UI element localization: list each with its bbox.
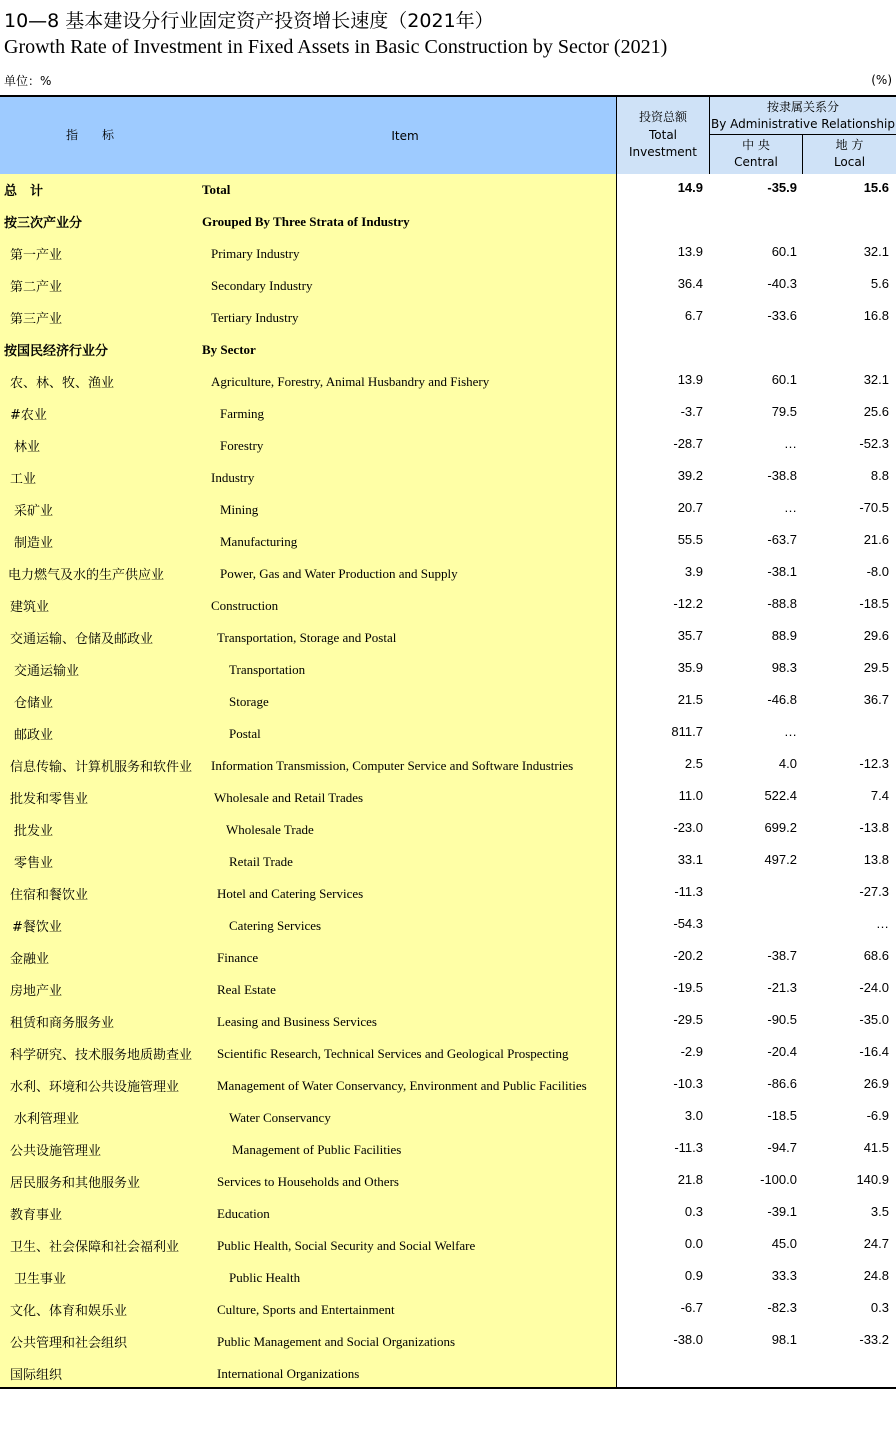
table-row: [0, 846, 896, 878]
row-item-en: Power, Gas and Water Production and Supply: [220, 566, 458, 581]
title-english: Growth Rate of Investment in Fixed Assets in Basic Construction by Sector (2021): [4, 36, 668, 58]
table-row: [0, 1294, 896, 1326]
row-indicator-cn: 第一产业: [10, 248, 63, 263]
cell-local: 41.5: [863, 1140, 889, 1155]
row-item-en: Secondary Industry: [211, 278, 313, 293]
table-row: [0, 494, 896, 526]
cell-total-investment: 14.9: [677, 180, 703, 195]
row-indicator-cn: 电力燃气及水的生产供应业: [8, 568, 165, 583]
cell-central: -88.8: [767, 596, 797, 611]
row-item-en: Water Conservancy: [229, 1110, 331, 1125]
table-row: [0, 270, 896, 302]
row-item-en: Tertiary Industry: [211, 310, 299, 325]
cell-total-investment: -28.7: [673, 436, 703, 451]
row-item-en: Agriculture, Forestry, Animal Husbandry and Fishery: [211, 374, 490, 389]
cell-central: …: [784, 724, 797, 739]
cell-total-investment: 0.3: [684, 1204, 703, 1219]
row-indicator-cn: 信息传输、计算机服务和软件业: [10, 760, 193, 775]
row-indicator-cn: 文化、体育和娱乐业: [10, 1304, 128, 1319]
row-indicator-cn: 住宿和餐饮业: [10, 888, 89, 903]
cell-central: -46.8: [767, 692, 797, 707]
header-indicator: 指 标: [65, 128, 114, 142]
cell-total-investment: 13.9: [677, 372, 703, 387]
table-row: [0, 1198, 896, 1230]
cell-central: 88.9: [771, 628, 797, 643]
cell-total-investment: 13.9: [677, 244, 703, 259]
row-indicator-cn: 科学研究、技术服务地质勘查业: [10, 1048, 193, 1063]
row-item-en: Transportation, Storage and Postal: [217, 630, 397, 645]
row-item-en: Total: [202, 182, 231, 197]
cell-local: …: [876, 916, 889, 931]
row-indicator-cn: 卫生、社会保障和社会福利业: [10, 1240, 180, 1255]
cell-total-investment: -3.7: [680, 404, 703, 419]
table-row: [0, 1006, 896, 1038]
cell-local: -52.3: [859, 436, 889, 451]
row-item-en: Manufacturing: [220, 534, 298, 549]
table-row: [0, 718, 896, 750]
row-item-en: By Sector: [202, 342, 256, 357]
cell-local: 32.1: [863, 372, 889, 387]
table-row: [0, 238, 896, 270]
table-bottom-rule: [0, 1387, 896, 1389]
table-row: [0, 1262, 896, 1294]
row-indicator-cn: 居民服务和其他服务业: [10, 1176, 141, 1191]
row-item-en: Education: [217, 1206, 270, 1221]
header-central-cn: 中 央: [742, 138, 770, 152]
cell-total-investment: -20.2: [673, 948, 703, 963]
cell-local: -18.5: [859, 596, 889, 611]
row-indicator-cn: 第三产业: [10, 312, 63, 327]
row-item-en: Scientific Research, Technical Services and Geological Prospecting: [217, 1046, 569, 1061]
table-row: [0, 366, 896, 398]
cell-local: 32.1: [863, 244, 889, 259]
cell-central: -86.6: [767, 1076, 797, 1091]
row-indicator-cn: 第二产业: [10, 280, 63, 295]
cell-central: -39.1: [767, 1204, 797, 1219]
cell-local: -33.2: [859, 1332, 889, 1347]
row-indicator-cn: 公共管理和社会组织: [10, 1336, 128, 1351]
table-row: [0, 814, 896, 846]
row-item-en: Transportation: [229, 662, 306, 677]
cell-local: -16.4: [859, 1044, 889, 1059]
cell-central: -40.3: [767, 276, 797, 291]
header-local-cn: 地 方: [835, 138, 864, 152]
cell-total-investment: 811.7: [671, 724, 703, 739]
table-row: [0, 302, 896, 334]
cell-central: 60.1: [771, 372, 797, 387]
table-row: [0, 750, 896, 782]
cell-local: -12.3: [859, 756, 889, 771]
table-row: [0, 462, 896, 494]
row-indicator-cn: 水利、环境和公共设施管理业: [10, 1080, 180, 1095]
row-item-en: Forestry: [220, 438, 264, 453]
cell-total-investment: 0.9: [684, 1268, 703, 1283]
cell-local: 24.7: [863, 1236, 889, 1251]
cell-total-investment: -11.3: [674, 884, 703, 899]
row-indicator-cn: #餐饮业: [12, 920, 62, 935]
row-indicator-cn: 租赁和商务服务业: [10, 1016, 115, 1031]
row-item-en: Information Transmission, Computer Service and Software Industries: [211, 758, 574, 773]
cell-central: -90.5: [767, 1012, 797, 1027]
row-item-en: Management of Water Conservancy, Environment and Public Facilities: [217, 1078, 587, 1093]
table-row: [0, 1326, 896, 1358]
row-item-en: Culture, Sports and Entertainment: [217, 1302, 395, 1317]
cell-local: -8.0: [866, 564, 889, 579]
row-indicator-cn: 仓储业: [14, 696, 54, 711]
row-item-en: Leasing and Business Services: [217, 1014, 377, 1029]
cell-total-investment: -12.2: [673, 596, 703, 611]
row-indicator-cn: 水利管理业: [14, 1112, 80, 1127]
cell-central: 4.0: [778, 756, 797, 771]
row-item-en: Postal: [229, 726, 261, 741]
cell-total-investment: 2.5: [684, 756, 703, 771]
cell-local: 29.6: [863, 628, 889, 643]
row-item-en: Primary Industry: [211, 246, 300, 261]
cell-total-investment: -54.3: [673, 916, 703, 931]
cell-total-investment: -11.3: [674, 1140, 703, 1155]
table-row: [0, 526, 896, 558]
row-indicator-cn: 农、林、牧、渔业: [10, 376, 115, 391]
row-item-en: Finance: [217, 950, 259, 965]
row-indicator-cn: 采矿业: [14, 504, 54, 519]
cell-total-investment: 3.0: [684, 1108, 703, 1123]
table-row: [0, 1102, 896, 1134]
cell-central: -38.7: [767, 948, 797, 963]
header-total-en-1: Total: [648, 128, 678, 142]
header-divider: [709, 134, 896, 135]
header-admin-en: By Administrative Relationship: [711, 117, 895, 131]
row-indicator-cn: 批发和零售业: [10, 792, 89, 807]
row-indicator-cn: 房地产业: [10, 984, 63, 999]
cell-central: 33.3: [771, 1268, 797, 1283]
cell-total-investment: 3.9: [684, 564, 703, 579]
row-indicator-cn: 林业: [14, 440, 41, 455]
cell-central: …: [784, 436, 797, 451]
cell-central: -33.6: [767, 308, 797, 323]
cell-local: 26.9: [863, 1076, 889, 1091]
row-indicator-cn: 公共设施管理业: [10, 1144, 102, 1159]
cell-central: 522.4: [764, 788, 797, 803]
table-row: [0, 558, 896, 590]
row-indicator-cn: 工业: [10, 472, 37, 487]
cell-central: -20.4: [767, 1044, 797, 1059]
row-item-en: Retail Trade: [229, 854, 293, 869]
cell-central: -35.9: [767, 180, 797, 195]
row-item-en: Grouped By Three Strata of Industry: [202, 214, 410, 229]
table-row: [0, 942, 896, 974]
table-row: [0, 878, 896, 910]
row-indicator-cn: 国际组织: [10, 1368, 63, 1383]
table-row: [0, 974, 896, 1006]
cell-total-investment: -10.3: [673, 1076, 703, 1091]
cell-total-investment: 0.0: [684, 1236, 703, 1251]
cell-central: 98.1: [771, 1332, 797, 1347]
row-indicator-cn: 总 计: [4, 184, 44, 199]
table-row: [0, 430, 896, 462]
table-row: [0, 590, 896, 622]
cell-total-investment: 55.5: [677, 532, 703, 547]
cell-total-investment: 21.5: [677, 692, 703, 707]
cell-central: -63.7: [767, 532, 797, 547]
cell-total-investment: -19.5: [673, 980, 703, 995]
cell-local: 21.6: [863, 532, 889, 547]
cell-total-investment: 39.2: [677, 468, 703, 483]
row-indicator-cn: 交通运输业: [14, 664, 80, 679]
cell-central: -21.3: [767, 980, 797, 995]
table-row: [0, 654, 896, 686]
cell-total-investment: 36.4: [677, 276, 703, 291]
table-body: [0, 174, 896, 1388]
header-central-en: Central: [734, 155, 778, 169]
cell-local: 15.6: [863, 180, 889, 195]
unit-label: 单位：%: [4, 74, 52, 88]
cell-central: …: [784, 500, 797, 515]
cell-local: 0.3: [870, 1300, 889, 1315]
cell-central: 497.2: [764, 852, 797, 867]
row-indicator-cn: 建筑业: [10, 600, 50, 615]
row-indicator-cn: 卫生事业: [14, 1272, 67, 1287]
row-item-en: Construction: [211, 598, 279, 613]
cell-total-investment: 6.7: [684, 308, 703, 323]
row-item-en: Farming: [220, 406, 265, 421]
cell-total-investment: 21.8: [677, 1172, 703, 1187]
cell-local: 13.8: [863, 852, 889, 867]
header-local-en: Local: [833, 155, 866, 169]
cell-central: 98.3: [771, 660, 797, 675]
cell-local: 5.6: [870, 276, 889, 291]
cell-local: 7.4: [870, 788, 889, 803]
cell-local: -24.0: [859, 980, 889, 995]
row-item-en: Management of Public Facilities: [232, 1142, 402, 1157]
cell-central: -100.0: [760, 1172, 797, 1187]
table-row: [0, 1166, 896, 1198]
cell-local: 68.6: [863, 948, 889, 963]
table-row: [0, 174, 896, 206]
row-item-en: Public Health: [229, 1270, 301, 1285]
row-item-en: Wholesale and Retail Trades: [214, 790, 364, 805]
cell-local: 3.5: [870, 1204, 889, 1219]
row-indicator-cn: 交通运输、仓储及邮政业: [10, 632, 154, 647]
row-item-en: Hotel and Catering Services: [217, 886, 364, 901]
cell-local: 36.7: [863, 692, 889, 707]
row-item-en: Mining: [220, 502, 259, 517]
row-item-en: Public Management and Social Organizations: [217, 1334, 456, 1349]
row-indicator-cn: 教育事业: [10, 1208, 63, 1223]
row-item-en: Public Health, Social Security and Social Welfare: [217, 1238, 476, 1253]
row-item-en: Services to Households and Others: [217, 1174, 399, 1189]
row-indicator-cn: 批发业: [14, 824, 54, 839]
row-indicator-cn: #农业: [10, 408, 47, 423]
cell-local: -6.9: [866, 1108, 889, 1123]
row-indicator-cn: 按国民经济行业分: [4, 344, 109, 359]
cell-total-investment: -2.9: [680, 1044, 703, 1059]
row-indicator-cn: 制造业: [14, 536, 54, 551]
cell-local: 29.5: [863, 660, 889, 675]
table-row: [0, 334, 896, 366]
table-row: [0, 1358, 896, 1390]
cell-total-investment: -29.5: [673, 1012, 703, 1027]
cell-total-investment: -23.0: [673, 820, 703, 835]
cell-local: -27.3: [859, 884, 889, 899]
cell-central: 699.2: [764, 820, 797, 835]
row-indicator-cn: 金融业: [10, 952, 50, 967]
table-row: [0, 782, 896, 814]
cell-local: 25.6: [863, 404, 889, 419]
cell-total-investment: 11.0: [678, 788, 703, 803]
row-item-en: Industry: [211, 470, 255, 485]
row-indicator-cn: 按三次产业分: [4, 216, 83, 231]
table-row: [0, 1070, 896, 1102]
table-row: [0, 622, 896, 654]
row-item-en: International Organizations: [217, 1366, 360, 1381]
cell-central: -38.1: [767, 564, 797, 579]
cell-central: -82.3: [767, 1300, 797, 1315]
table-row: [0, 1134, 896, 1166]
cell-total-investment: 33.1: [677, 852, 703, 867]
cell-local: 24.8: [863, 1268, 889, 1283]
cell-total-investment: 20.7: [677, 500, 703, 515]
cell-total-investment: 35.7: [677, 628, 703, 643]
row-item-en: Wholesale Trade: [226, 822, 314, 837]
table-row: [0, 206, 896, 238]
table-header: [0, 95, 896, 176]
cell-total-investment: -6.7: [680, 1300, 703, 1315]
cell-local: 8.8: [870, 468, 889, 483]
cell-local: -70.5: [859, 500, 889, 515]
row-indicator-cn: 零售业: [14, 856, 54, 871]
table-row: [0, 686, 896, 718]
cell-central: 79.5: [771, 404, 797, 419]
cell-local: -35.0: [859, 1012, 889, 1027]
header-admin-cn: 按隶属关系分: [766, 100, 839, 114]
row-item-en: Storage: [229, 694, 269, 709]
row-item-en: Real Estate: [217, 982, 276, 997]
cell-local: 140.9: [856, 1172, 889, 1187]
unit-label-en: (%): [871, 73, 892, 87]
table-row: [0, 398, 896, 430]
cell-central: -94.7: [767, 1140, 797, 1155]
cell-central: -18.5: [767, 1108, 797, 1123]
table-row: [0, 1230, 896, 1262]
cell-local: -13.8: [859, 820, 889, 835]
cell-total-investment: 35.9: [677, 660, 703, 675]
cell-central: 60.1: [771, 244, 797, 259]
row-item-en: Catering Services: [229, 918, 322, 933]
row-indicator-cn: 邮政业: [14, 728, 54, 743]
cell-central: 45.0: [771, 1236, 797, 1251]
title-chinese: 10—8 基本建设分行业固定资产投资增长速度（2021年）: [4, 10, 494, 32]
header-item: Item: [391, 129, 419, 143]
cell-local: 16.8: [863, 308, 889, 323]
table-row: [0, 910, 896, 942]
header-total-cn: 投资总额: [638, 110, 687, 124]
cell-central: -38.8: [767, 468, 797, 483]
table-row: [0, 1038, 896, 1070]
cell-total-investment: -38.0: [673, 1332, 703, 1347]
header-total-en-2: Investment: [629, 145, 697, 159]
